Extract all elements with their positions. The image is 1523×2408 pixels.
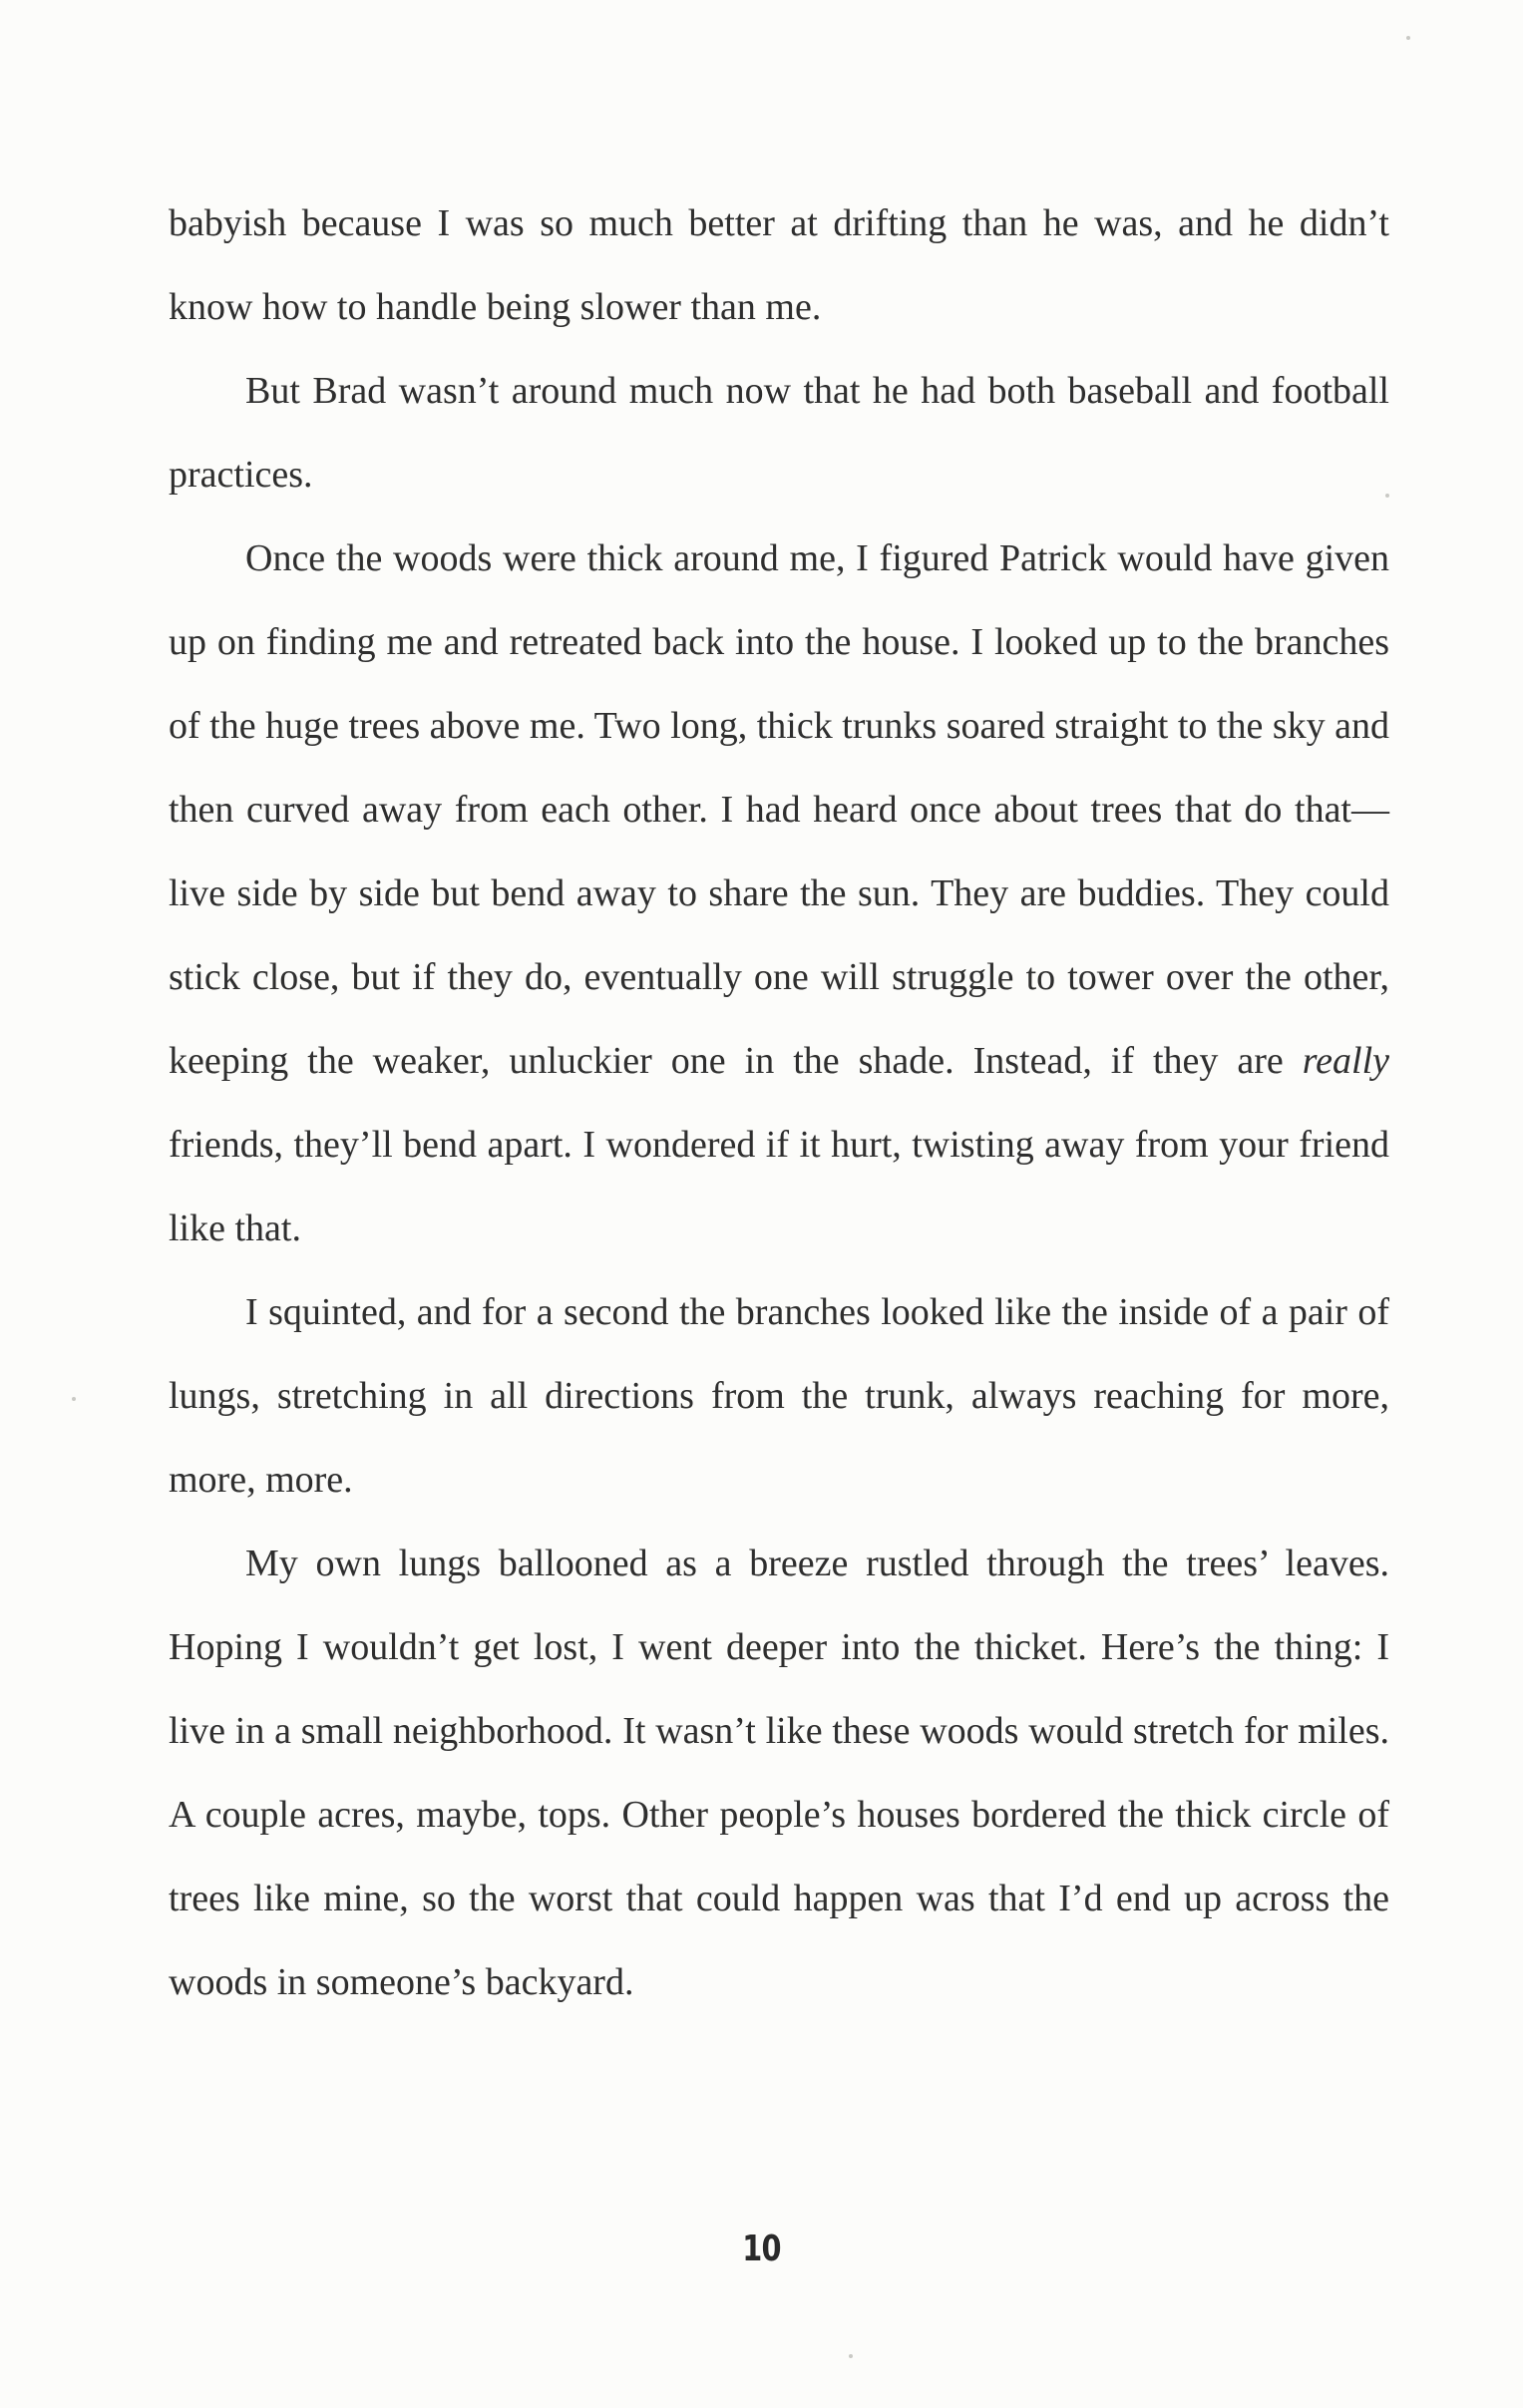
italic-emphasis: really bbox=[1302, 1040, 1389, 1082]
paragraph-text: But Brad wasn’t around much now that he had both baseball and football practices. bbox=[169, 370, 1389, 496]
paragraph bbox=[169, 1522, 1389, 2024]
body-text bbox=[169, 181, 1389, 2024]
paragraph bbox=[169, 516, 1389, 1270]
paragraph-text: I squinted, and for a second the branches looked like the inside of a pair of lungs, stretching in all directions from the trunk, always reaching for more, more, more. bbox=[169, 1291, 1389, 1501]
paper-speck bbox=[849, 2354, 853, 2358]
paragraph-text: My own lungs ballooned as a breeze rustled through the trees’ leaves. Hoping I wouldn’t get lost, I went deeper into the thicket. Here’s the thing: I live in a small neighborhood. It wasn’t like these woods would stretch for miles. A couple acres, maybe, tops. Other people’s houses bordered the thick circle of trees like mine, so the worst that could happen was that I’d end up across the woods in someone’s backyard. bbox=[169, 1543, 1389, 2003]
paragraph bbox=[169, 181, 1389, 349]
page-number: 10 bbox=[742, 2229, 781, 2269]
paper-speck bbox=[72, 1397, 76, 1401]
paragraph bbox=[169, 1270, 1389, 1522]
paragraph-text: friends, they’ll bend apart. I wondered if it hurt, twisting away from your friend like that. bbox=[169, 1124, 1389, 1249]
paragraph bbox=[169, 349, 1389, 516]
paragraph-text: Once the woods were thick around me, I figured Patrick would have given up on finding me and retreated back into the house. I looked up to the branches of the huge trees above me. Two long, thick trunks soared straight to the sky and then curved away from each other. I had heard once about trees that do that—live side by side but bend away to share the sun. They are buddies. They could stick close, but if they do, eventually one will struggle to tower over the other, keeping the weaker, unluckier one in the shade. Instead, if they are bbox=[169, 537, 1389, 1082]
paper-speck bbox=[1406, 36, 1410, 40]
paragraph-text: babyish because I was so much better at drifting than he was, and he didn’t know how to handle being slower than me. bbox=[169, 202, 1389, 328]
